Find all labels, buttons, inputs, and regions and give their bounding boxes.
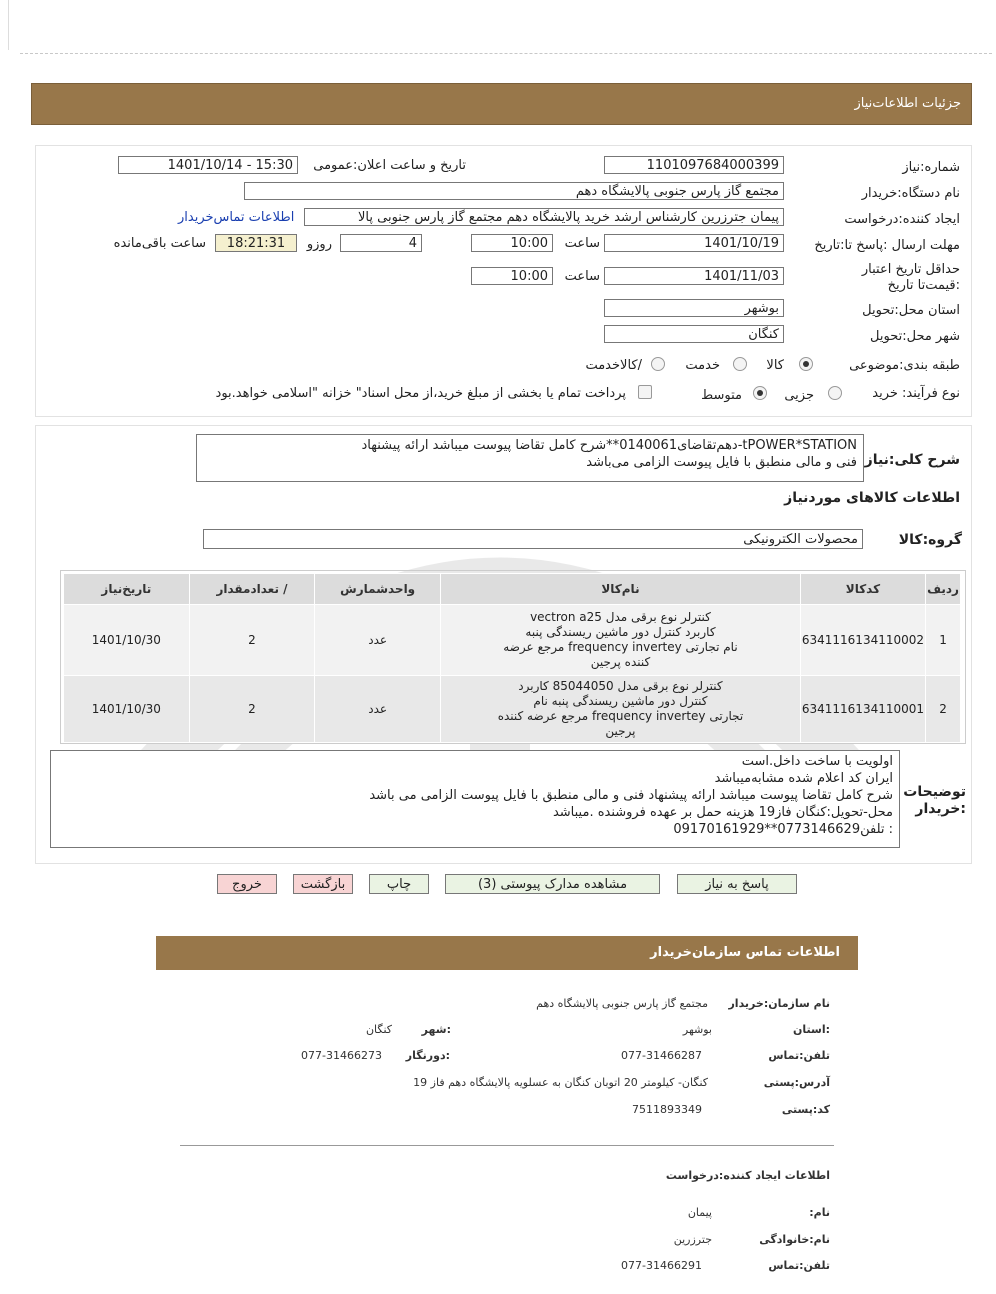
creator-name-label: نام: — [809, 1206, 830, 1219]
creator-name-value: پیمان — [687, 1206, 712, 1219]
contact-city-value: کنگان — [365, 1023, 392, 1036]
col-date: تاریخ‌نیاز — [64, 574, 190, 605]
row-name-line: پرجین — [605, 724, 636, 738]
row-code: 6341116134110001 — [800, 676, 925, 743]
row-name-line: کنترلر نوع برقی مدل vectron a25 — [530, 610, 711, 624]
contact-city-label: :شهر — [421, 1023, 451, 1036]
treasury-payment-checkbox[interactable] — [638, 385, 652, 399]
row-name-line: کاربرد کنترل دور ماشین ریسندگی پنبه — [525, 625, 716, 639]
note-line: ایران کد اعلام شده مشابه‌میباشد — [714, 771, 893, 786]
note-line: محل-تحویل:کنگان فاز19 هزینه حمل بر عهده فروشنده .میباشد — [552, 805, 893, 820]
row-name-line: کنترل دور ماشین ریسندگی پنبه نام — [533, 694, 708, 708]
buyer-notes-label: توضیحات :خریدار — [903, 784, 966, 817]
remaining-label: ساعت باقی‌مانده — [113, 236, 206, 251]
creator-field: پیمان جترزرین کارشناس ارشد خرید پالایشگاه دهم مجتمع گاز پارس جنوبی پالا — [304, 208, 784, 226]
contact-postal-value: 7511893349 — [632, 1103, 702, 1116]
province-field: بوشهر — [604, 299, 784, 317]
remaining-time-field: 18:21:31 — [215, 234, 297, 252]
group-label: گروه:کالا — [898, 532, 962, 548]
deadline-time-label: ساعت — [564, 236, 600, 251]
announce-label: تاریخ و ساعت اعلان:عمومی — [313, 158, 466, 173]
need-number-label: شماره:نیاز — [902, 160, 960, 175]
buyer-notes-text — [50, 750, 900, 848]
contact-postal-label: کد:پستی — [781, 1103, 830, 1116]
row-name-line: کنترلر نوع برقی مدل 85044050 کاربرد — [518, 679, 723, 693]
row-name-line: کننده پرجین — [590, 655, 651, 669]
contact-divider — [180, 1145, 834, 1146]
contact-org-value: مجتمع گاز پارس جنوبی پالایشگاه دهم — [536, 997, 708, 1010]
province-label: استان محل:تحویل — [862, 303, 960, 318]
row-index: 1 — [926, 605, 961, 676]
category-both-label: /کالاخدمت — [585, 358, 642, 373]
validity-label: حداقل تاریخ اعتبار :قیمت‌تا تاریخ — [861, 262, 960, 293]
creator-section-title: اطلاعات ایجاد کننده:درخواست — [665, 1169, 830, 1182]
row-date: 1401/10/30 — [64, 676, 190, 743]
col-name: نام‌کالا — [441, 574, 801, 605]
table-row — [64, 676, 961, 743]
row-name — [441, 676, 801, 743]
summary-line-2: فنی و مالی منطبق با فایل پیوست الزامی می‌باشد — [586, 455, 857, 470]
process-medium-label: متوسط — [701, 388, 742, 403]
reply-button[interactable]: پاسخ به نیاز — [677, 874, 797, 894]
row-index: 2 — [926, 676, 961, 743]
page-header — [31, 83, 972, 125]
creator-family-value: جترزرین — [673, 1233, 712, 1246]
contact-address-label: آدرس:پستی — [763, 1076, 830, 1089]
contact-section-title: اطلاعات تماس سازمان‌خریدار — [650, 945, 840, 960]
summary-line-1: tPOWER*STATION-دهم‌تقاضای0140061**شرح کامل تقاضا پیوست میباشد ارائه پیشنهاد — [361, 438, 857, 453]
col-index: ردیف — [926, 574, 961, 605]
top-divider — [20, 53, 992, 54]
row-unit: عدد — [315, 676, 441, 743]
goods-info-label: اطلاعات کالاهای موردنیاز — [784, 490, 960, 506]
category-label: طبقه بندی:موضوعی — [849, 358, 960, 373]
process-partial-radio[interactable] — [828, 386, 842, 400]
category-service-label: خدمت — [685, 358, 720, 373]
print-button[interactable]: چاپ — [369, 874, 429, 894]
group-field: محصولات الکترونیکی — [203, 529, 863, 549]
row-name-line: تجارتی frequency invertey مرجع عرضه کننده — [497, 709, 744, 723]
creator-family-label: نام:خانوادگی — [759, 1233, 830, 1246]
items-table — [63, 573, 961, 743]
page-title: جزئیات اطلاعات‌نیاز — [854, 96, 961, 111]
process-medium-radio[interactable] — [753, 386, 767, 400]
contact-phone-value: 077-31466287 — [621, 1049, 702, 1062]
row-unit: عدد — [315, 605, 441, 676]
contact-address-value: کنگان- کیلومتر 20 اتوبان کنگان به عسلویه پالایشگاه دهم فاز 19 — [413, 1076, 708, 1089]
days-field: 4 — [340, 234, 422, 252]
category-both-radio[interactable] — [651, 357, 665, 371]
contact-phone-label: تلفن:تماس — [768, 1049, 830, 1062]
validity-date-field: 1401/11/03 — [604, 267, 784, 285]
city-label: شهر محل:تحویل — [870, 329, 960, 344]
category-service-radio[interactable] — [733, 357, 747, 371]
row-name-line: نام تجارتی frequency invertey مرجع عرضه — [503, 640, 738, 654]
validity-time-field: 10:00 — [471, 267, 553, 285]
row-qty: 2 — [189, 605, 315, 676]
category-goods-label: کالا — [766, 358, 784, 373]
days-label: روزو — [306, 237, 332, 252]
note-line: : تلفن0773146629**09170161929 — [673, 822, 893, 837]
note-line: شرح کامل تقاضا پیوست میباشد ارائه پیشنهاد فنی و مالی منطبق با فایل پیوست الزامی می باشد — [369, 788, 893, 803]
attachments-button[interactable]: مشاهده مدارک پیوستی (3) — [445, 874, 660, 894]
deadline-date-field: 1401/10/19 — [604, 234, 784, 252]
col-code: کدکالا — [800, 574, 925, 605]
announce-field: 1401/10/14 - 15:30 — [118, 156, 298, 174]
deadline-time-field: 10:00 — [471, 234, 553, 252]
process-label: نوع فرآیند: خرید — [872, 386, 960, 401]
buyer-org-field: مجتمع گاز پارس جنوبی پالایشگاه دهم — [244, 182, 784, 200]
left-edge-line — [8, 0, 9, 50]
buyer-org-label: نام دستگاه:خریدار — [861, 186, 960, 201]
contact-province-value: بوشهر — [682, 1023, 712, 1036]
row-code: 6341116134110002 — [800, 605, 925, 676]
col-unit: واحدشمارش — [315, 574, 441, 605]
payment-note: پرداخت تمام یا بخشی از مبلغ خرید،از محل اسناد" خزانه "اسلامی خواهد.بود — [215, 386, 626, 401]
buyer-contact-link[interactable]: اطلاعات تماس‌خریدار — [178, 210, 295, 225]
note-line: اولویت با ساخت داخل.است — [741, 754, 893, 769]
contact-fax-label: :دورنگار — [405, 1049, 450, 1062]
city-field: کنگان — [604, 325, 784, 343]
summary-label: شرح کلی:نیاز — [864, 452, 960, 468]
creator-phone-value: 077-31466291 — [621, 1259, 702, 1272]
validity-time-label: ساعت — [564, 269, 600, 284]
contact-province-label: :استان — [793, 1023, 830, 1036]
col-qty: / تعدادمقدار — [189, 574, 315, 605]
row-qty: 2 — [189, 676, 315, 743]
back-button[interactable]: بازگشت — [293, 874, 353, 894]
category-goods-radio[interactable] — [799, 357, 813, 371]
row-name — [441, 605, 801, 676]
summary-text — [196, 434, 864, 482]
row-date: 1401/10/30 — [64, 605, 190, 676]
creator-phone-label: تلفن:تماس — [768, 1259, 830, 1272]
exit-button[interactable]: خروج — [217, 874, 277, 894]
table-row — [64, 605, 961, 676]
contact-section-header — [156, 936, 858, 970]
contact-org-label: نام سازمان:خریدار — [728, 997, 830, 1010]
creator-label: ایجاد کننده:درخواست — [844, 212, 960, 227]
process-partial-label: جزیی — [784, 388, 814, 403]
contact-fax-value: 077-31466273 — [301, 1049, 382, 1062]
need-number-field: 1101097684000399 — [604, 156, 784, 174]
deadline-label: مهلت ارسال :پاسخ تا:تاریخ — [814, 238, 960, 253]
